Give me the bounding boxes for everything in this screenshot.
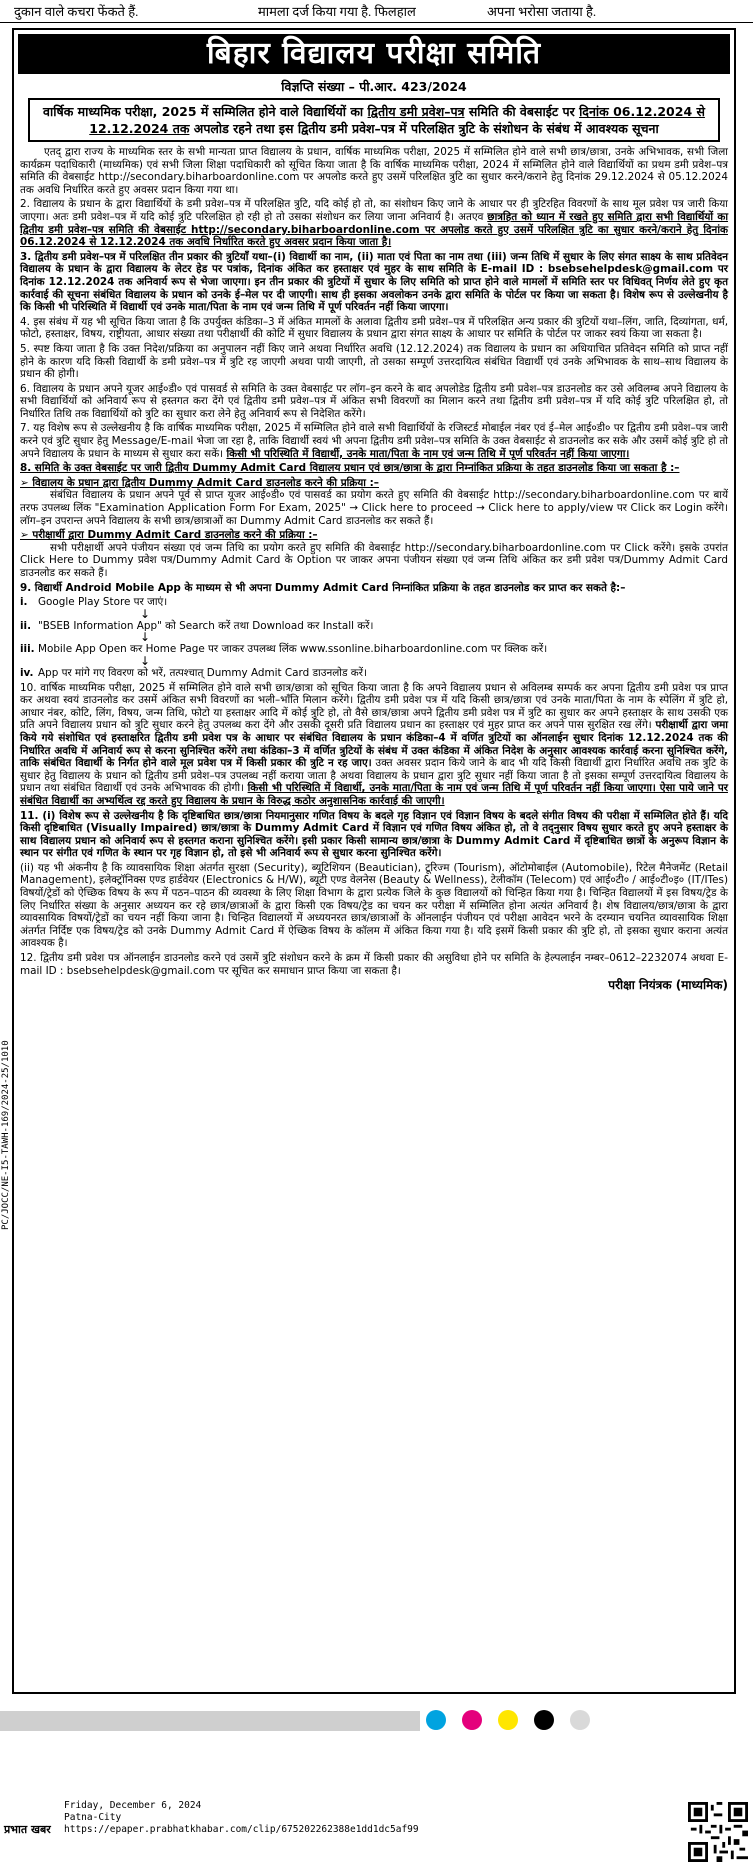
subject-part: अपलोड रहने तथा इस द्वितीय डमी प्रवेश–पत्र में परिलक्षित त्रुटि के संशोधन के संबंध में आवश्यक सूचना (189, 121, 659, 136)
clip-url[interactable]: https://epaper.prabhatkhabar.com/clip/675202262388e1dd1dc5af99 (64, 1824, 419, 1835)
top-strip-right-text: अपना भरोसा जताया है. (487, 4, 597, 19)
down-arrow-icon: ↓ (140, 630, 151, 645)
paragraph-9: 9. विद्यार्थी Android Mobile App के माध्यम से भी अपना Dummy Admit Card निम्नांकित प्रक्रिया के तहत डाउनलोड कर प्राप्त कर सकते है:– (20, 581, 626, 594)
paragraph-12: 12. द्वितीय डमी प्रवेश पत्र ऑनलाईन डाउनलोड करने एवं उसमें त्रुटि संशोधन करने के क्रम में किसी प्रकार की असुविधा होने पर समिति के हेल्पलाईन नम्बर–0612–2232074 अथवा E-mail ID : bsebsehelpdesk@gmail.com पर सूचित कर समाधान प्राप्त किया जा सकता है। (20, 952, 728, 977)
paragraph-10 (20, 682, 728, 808)
clip-footer (0, 1800, 753, 1875)
paragraph-2 (20, 198, 728, 248)
paragraph-10-bold: परीक्षार्थी द्वारा जमा किये गये संशोधित एवं हस्ताक्षरित द्वितीय डमी प्रवेश पत्र के आधार पर संबंधित विद्यालय के प्रधान कंडिका–4 में वर्णित त्रुटियों का ऑनलाईन सुधार दिनांक 12.12.2024 तक की निर्धारित अवधि में अनिवार्य रूप से करना सुनिश्चित करेंगे तथा कंडिका–3 में वर्णित त्रुटियों के संबंध में उक्त कंडिका में अंकित निदेश के अनुसार आवश्यक कार्रवाई करना सुनिश्चित करेंगे, ताकि संबंधित विद्यार्थी के निर्गत होने वाले मूल प्रवेश पत्र में किसी प्रकार की त्रुटि न रह जाए। (20, 719, 728, 770)
qr-code-icon[interactable] (688, 1802, 748, 1862)
signature-designation: परीक्षा नियंत्रक (माध्यमिक) (608, 978, 728, 993)
subject-part: वार्षिक माध्यमिक परीक्षा, 2025 में सम्मिलित होने वाले विद्यार्थियों का (43, 104, 368, 119)
newspaper-logo: प्रभात खबर (4, 1823, 51, 1836)
paragraph-2-text: 2. विद्यालय के प्रधान के द्वारा विद्यार्थियों के डमी प्रवेश–पत्र में परिलक्षित त्रुटि, यदि कोई हो तो, का संशोधन किए जाने के आधार पर ही त्रुटिरहित विवरणों के साथ मूल प्रवेश पत्र जारी किया जाएगा। अतः डमी प्रवेश–पत्र में यदि कोई त्रुटि परिलक्षित हो रही हो तो उसका संशोधन कर लिया जाना अनिवार्य है। अतएव (20, 198, 728, 223)
paragraph-7 (20, 422, 728, 460)
down-arrow-icon: ↓ (140, 653, 151, 668)
previous-articles-strip (0, 0, 753, 23)
app-step (20, 643, 728, 656)
registration-mark-magenta (462, 1710, 482, 1730)
step-text: App पर मांगे गए विवरण को भरें, तत्पश्चात् Dummy Admit Card डाउनलोड करें। (38, 666, 367, 679)
reference-number: विज्ञप्ति संख्या – पी.आर. 423/2024 (281, 79, 467, 94)
step-number: iii. (20, 643, 35, 656)
registration-mark-cyan (426, 1710, 446, 1730)
down-arrow-icon: ↓ (140, 606, 151, 621)
registration-mark-yellow (498, 1710, 518, 1730)
registration-mark-black (534, 1710, 554, 1730)
top-strip-left-text: दुकान वाले कचरा फेंकते हैं. (14, 4, 139, 19)
student-download-text: सभी परीक्षार्थी अपने पंजीयन संख्या एवं जन्म तिथि का प्रयोग करते हुए समिति की वेबसाईट http://secondary.biharboardonline.com पर Click करेंगे। इसके उपरांत Click Here to Dummy प्रवेश पत्र/Dummy Admit Card के Option पर जाकर अपना पंजीयन संख्या एवं जन्म तिथि अंकित कर डमी प्रवेश पत्र/Dummy Admit Card डाउनलोड कर सकते हैं। (20, 541, 728, 579)
step-text: Google Play Store पर जाएं। (38, 596, 168, 609)
paragraph-10-text: 10. वार्षिक माध्यमिक परीक्षा, 2025 में सम्मिलित होने वाले सभी छात्र/छात्रा को सूचित किया जाता है कि अपने विद्यालय प्रधान से अविलम्ब सम्पर्क कर अपना द्वितीय डमी प्रवेश पत्र प्राप्त कर अथवा स्वयं डाउनलोड कर उसमें अंकित सभी विवरणों का भली–भाँति मिलान करेंगे। द्वितीय डमी प्रवेश पत्र में यदि किसी छात्र/छात्रा एवं उनके माता/पिता के नाम के स्पेलिंग में त्रुटि हो, आधार नंबर, कोटि, लिंग, विषय, जन्म तिथि, फोटो या हस्ताक्षर आदि में कोई त्रुटि हो, तो वैसे छात्र/छात्रा अपने द्वितीय डमी प्रवेश पत्र में त्रुटि का सुधार कर अपने हस्ताक्षर के साथ उसकी एक प्रति अपने विद्यालय प्रधान को त्रुटि सुधार करने हेतु उपलब्ध करा देंगे और उसकी दूसरी प्रति विद्यालय प्रधान का हस्ताक्षर एवं मुहर प्राप्त कर अपने पास सुरक्षित रख लेंगे। (20, 681, 728, 732)
paragraph-11-i: 11. (i) विशेष रूप से उल्लेखनीय है कि दृष्टिबाधित छात्र/छात्रा नियमानुसार गणित विषय के बदले गृह विज्ञान एवं विज्ञान विषय के बदले संगीत विषय की परीक्षा में सम्मिलित होते हैं। यदि किसी दृष्टिबाधित (Visually Impaired) छात्र/छात्रा के Dummy Admit Card में विज्ञान एवं गणित विषय अंकित हो, तो वे तद्नुसार विषय सुधार करते हुए अपने हस्ताक्षर के साथ विद्यालय प्रधान को अनिवार्य रूप से हस्तगत कराना सुनिश्चित करेंगे। इसी प्रकार किसी सामान्य छात्र/छात्रा के Dummy Admit Card में दृष्टिबाधित छात्रों के अनुरूप विज्ञान के स्थान पर संगीत एवं गणित के स्थान पर गृह विज्ञान हो, तो इसे भी अनिवार्य रूप से सुधार करना सुनिश्चित करेंगे। (20, 809, 728, 860)
organization-banner: बिहार विद्यालय परीक्षा समिति (18, 34, 730, 74)
top-strip-middle-text: मामला दर्ज किया गया है. फिलहाल (258, 4, 416, 19)
subject-part: द्वितीय डमी प्रवेश–पत्र (367, 104, 465, 119)
notice-advertisement (12, 28, 736, 1694)
paragraph-7-emphasis: किसी भी परिस्थिति में विद्यार्थी, उनके माता/पिता के नाम एवं जन्म तिथि में पूर्ण परिवर्तन नहीं किया जाएगा। (226, 447, 630, 460)
step-number: i. (20, 596, 28, 609)
student-download-heading: ➢ परीक्षार्थी द्वारा Dummy Admit Card डाउनलोड करने की प्रक्रिया :– (20, 529, 318, 542)
paragraph-2-emphasis: छात्रहित को ध्यान में रखते हुए समिति द्वारा सभी विद्यार्थियों का द्वितीय डमी प्रवेश–पत्र समिति की वेबसाईट http://secondary.biharboardonline.com पर अपलोड करते हुए उसमें परिलक्षित त्रुटि का सुधार करने/कराने हेतु दिनांक 06.12.2024 से 12.12.2024 तक अवधि निर्धारित करते हुए अवसर प्रदान किया जाता है। (20, 210, 729, 249)
school-download-text: संबंधित विद्यालय के प्रधान अपने पूर्व से प्राप्त यूजर आई०डी० एवं पासवर्ड का प्रयोग करते हुए समिति की वेबसाईट http://secondary.biharboardonline.com पर बायें तरफ उपलब्ध लिंक "Examination Application Form For Exam, 2025" → Click here to proceed → Click here to apply/view पर Click कर Login करेंगे। लॉग–इन उपरान्त अपने विद्यालय के सभी छात्र/छात्राओं का Dummy Admit Card डाउनलोड कर सकते हैं। (20, 489, 728, 527)
subject-part: समिति की वेबसाईट पर (464, 104, 580, 119)
subject-box (28, 98, 720, 142)
clip-city: Patna-City (64, 1812, 122, 1823)
paragraph-7-text: 7. यह विशेष रूप से उल्लेखनीय है कि वार्षिक माध्यमिक परीक्षा, 2025 में सम्मिलित होने वाले सभी विद्यार्थियों के रजिस्टर्ड मोबाईल नंबर एवं ई–मेल आई०डी० पर द्वितीय डमी प्रवेश–पत्र जारी करने एवं त्रुटि सुधार हेतु Message/E-mail भेजा जा रहा है, ताकि विद्यार्थी स्वयं भी अपना द्वितीय डमी प्रवेश–पत्र समिति के उक्त वेबसाईट से डाउनलोड कर सके और उसमें कोई त्रुटि हो तो अपने विद्यालय के प्रधान के माध्यम से सुधार करा सकें। (20, 422, 728, 460)
registration-mark-grey (570, 1710, 590, 1730)
step-text: "BSEB Information App" को Search करें तथा Download कर Install करें। (38, 619, 374, 632)
paragraph-8: 8. समिति के उक्त वेबसाईट पर जारी द्वितीय Dummy Admit Card विद्यालय प्रधान एवं छात्र/छात्रा के द्वारा निम्नांकित प्रक्रिया के तहत डाउनलोड किया जा सकता है :– (20, 462, 680, 475)
clip-date: Friday, December 6, 2024 (64, 1800, 202, 1811)
paragraph-10-text-2: उक्त अवसर प्रदान किये जाने के बाद भी यदि किसी विद्यार्थी द्वारा निर्धारित अवधि तक त्रुटि के सुधार हेतु विद्यालय के प्रधान को द्वितीय डमी प्रवेश–पत्र उपलब्ध नहीं कराया जाता है अथवा विद्यालय के प्रधान द्वारा त्रुटि सुधार नहीं किया जाता है तो इसका सम्पूर्ण उत्तरदायित्व विद्यालय के प्रधान तथा संबंधित विद्यार्थी एवं उनके अभिभावक की होगी। (20, 757, 728, 795)
side-code-text: PC/JOCC/NE-I5-TAWH-169/2024-25/1010 (1, 1040, 11, 1230)
notice-body (14, 146, 734, 992)
subject-part: दिनांक 06.12.2024 से 12.12.2024 तक (89, 104, 705, 136)
step-text: Mobile App Open कर Home Page पर जाकर उपलब्ध लिंक www.ssonline.biharboardonline.com पर क्लिक करें। (38, 643, 548, 656)
step-number: iv. (20, 666, 34, 679)
school-download-heading: ➢ विद्यालय के प्रधान द्वारा द्वितीय Dummy Admit Card डाउनलोड करने की प्रक्रिया :– (20, 476, 379, 489)
clip-metadata (64, 1800, 419, 1836)
paragraph-11-ii: (ii) यह भी अंकनीय है कि व्यावसायिक शिक्षा अंतर्गत सुरक्षा (Security), ब्यूटिशियन (Beautician), टूरिज्म (Tourism), ऑटोमोबाईल (Automobile), रिटेल मैनेजमेंट (Retail Management), इलेक्ट्रॉनिक्स एण्ड हार्डवेयर (Electronics & H/W), ब्यूटी एण्ड वेलनेस (Beauty & Wellness), टेलीकॉम (Telecom) एवं आई०टी० / आई०टी०इ० (IT/ITes) विषयों/ट्रेडों को ऐच्छिक विषय के रूप में पठन–पाठन की व्यवस्था के लिए शिक्षा विभाग के द्वारा प्रत्येक जिले के कुछ विद्यालयों को चिन्हित किया गया है। चिन्हित विद्यालयों में इस विषय/ट्रेड के लिए निर्धारित संख्या के अनुसार अध्ययन कर रहे छात्र/छात्राओं के द्वारा किसी एक विषय/ट्रेड का चयन कर परीक्षा में सम्मिलित होना अत्यंत अनिवार्य है। शेष विद्यालय/छात्र/छात्रा के द्वारा व्यावसायिक विषयों/ट्रेडों का चयन नहीं किया जाना है। चिन्हित विद्यालयों में अध्ययनरत छात्र/छात्राओं के ऑनलाईन पंजीयन एवं परीक्षा आवेदन भरने के दरम्यान चयनित व्यावसायिक शिक्षा अंतर्गत निर्दिष्ट एक विषय/ट्रेड को उनके Dummy Admit Card में ऐच्छिक विषय के कॉलम में अंकित किया गया है। यदि इसमें किसी प्रकार की त्रुटि हो, तो इसका सुधार कराना अत्यंत आवश्यक है। (20, 861, 728, 950)
app-step (20, 596, 728, 609)
app-step (20, 620, 728, 633)
paragraph-10-emphasis: किसी भी परिस्थिति में विद्यार्थी, उनके माता/पिता के नाम एवं जन्म तिथि में पूर्ण परिवर्तन नहीं किया जाएगा। ऐसा पाये जाने पर संबंधित विद्यार्थी का अभ्यर्थित्व रद्द करते हुए विद्यालय के प्रधान के विरुद्ध कठोर अनुशासनिक कार्रवाई की जाएगी। (20, 782, 728, 807)
step-number: ii. (20, 619, 32, 632)
paragraph-3: 3. द्वितीय डमी प्रवेश–पत्र में परिलक्षित तीन प्रकार की त्रुटियाँ यथा–(i) विद्यार्थी का नाम, (ii) माता एवं पिता का नाम तथा (iii) जन्म तिथि में सुधार के लिए संगत साक्ष्य के साथ प्रतिवेदन विद्यालय के प्रधान के द्वारा विद्यालय के लेटर हेड पर पत्रांक, दिनांक अंकित कर हस्ताक्षर एवं मुहर के साथ समिति के E-mail ID : bsebsehelpdesk@gmail.com पर दिनांक 12.12.2024 तक अनिवार्य रूप से भेजा जाएगा। इन तीन प्रकार की त्रुटियों में सुधार के लिए समिति को प्राप्त होने वाले मामलों में समिति स्तर पर विधिवत् निर्णय लेते हुए कृत कार्रवाई की सूचना संबंधित विद्यालय के प्रधान को उनके ई–मेल पर दी जाएगी। साथ ही इसका अवलोकन उनके द्वारा समिति के पोर्टल पर किया जा सकता है। विशेष रूप से उल्लेखनीय है कि किसी भी परिस्थिति में विद्यार्थी एवं उनके माता/पिता के नाम एवं जन्म तिथि में पूर्ण परिवर्तन नहीं किया जाएगा। (20, 250, 728, 314)
side-code-strip (0, 470, 12, 1230)
paragraph-4: 4. इस संबंध में यह भी सूचित किया जाता है कि उपर्युक्त कंडिका–3 में अंकित मामलों के अलावा द्वितीय डमी प्रवेश–पत्र में परिलक्षित अन्य प्रकार की त्रुटियों यथा–लिंग, जाति, दिव्यांगता, धर्म, फोटो, हस्ताक्षर, विषय, राष्ट्रीयता, आधार संख्या तथा परीक्षार्थी की कोटि में सुधार विद्यालय के प्रधान द्वारा संगत साक्ष्य के आधार पर समिति के पोर्टल पर जाकर स्वयं किया जा सकता है। (20, 315, 728, 341)
intro-paragraph: एतद् द्वारा राज्य के माध्यमिक स्तर के सभी मान्यता प्राप्त विद्यालय के प्रधान, वार्षिक माध्यमिक परीक्षा, 2025 में सम्मिलित होने वाले सभी छात्र/छात्रा, उनके अभिभावक, सभी जिला कार्यक्रम पदाधिकारी (माध्यमिक) एवं सभी जिला शिक्षा पदाधिकारी को सूचित किया जाता है कि वार्षिक माध्यमिक परीक्षा, 2024 में सम्मिलित होने वाले विद्यार्थियों का प्रथम डमी प्रवेश–पत्र समिति की वेबसाईट http://secondary.biharboardonline.com पर अपलोड करते हुए उसमें परिलक्षित त्रुटि का सुधार करने/कराने हेतु दिनांक 29.12.2024 से 05.12.2024 तक अवधि निर्धारित करते हुए अवसर प्रदान किया गया था। (20, 146, 728, 196)
paragraph-6: 6. विद्यालय के प्रधान अपने यूजर आई०डी० एवं पासवर्ड से समिति के उक्त वेबसाईट पर लॉग–इन करने के बाद अपलोडेड द्वितीय डमी प्रवेश–पत्र डाउनलोड कर उसे अविलम्ब अपने विद्यालय के सभी विद्यार्थियों को अनिवार्य रूप से हस्तगत करा देंगे एवं द्वितीय डमी प्रवेश–पत्र में अंकित सभी विवरणों का मिलान करने तथा द्वितीय डमी प्रवेश–पत्र में यदि कोई त्रुटि परिलक्षित हो, तो निर्धारित तिथि तक विद्यार्थियों को त्रुटि का सुधार करा लेने हेतु अनिवार्य रूप से निदेशित करेंगे। (20, 382, 728, 420)
print-grey-bar (0, 1711, 420, 1731)
paragraph-5: 5. स्पष्ट किया जाता है कि उक्त निदेश/प्रक्रिया का अनुपालन नहीं किए जाने अथवा निर्धारित अवधि (12.12.2024) तक विद्यालय के प्रधान का अधियाचित प्रतिवेदन समिति को प्राप्त नहीं होने के कारण यदि किसी विद्यार्थी के डमी प्रवेश–पत्र में त्रुटि रह जाएगी अथवा पायी जाएगी, तो उसका सम्पूर्ण उत्तरदायित्व संबंधित विद्यार्थी एवं उनके अभिभावक के साथ–साथ विद्यालय के प्रधान की होगी। (20, 342, 728, 381)
app-step (20, 667, 728, 680)
